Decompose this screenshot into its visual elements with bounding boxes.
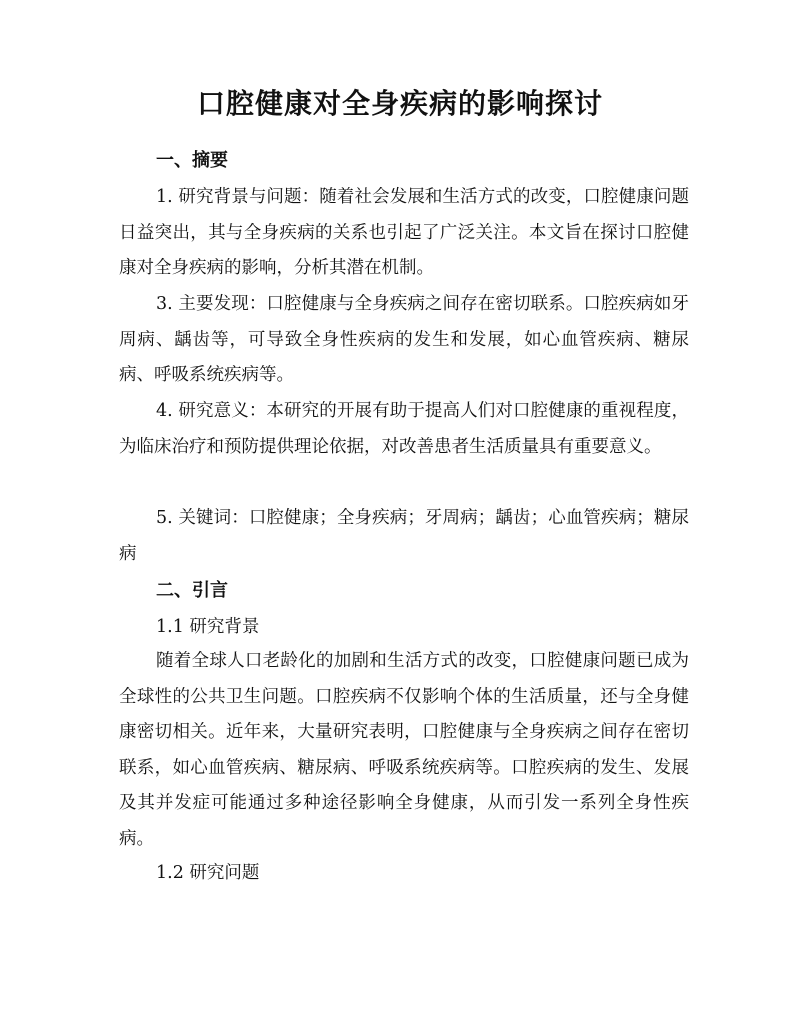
section-heading-introduction: 二、引言: [156, 580, 228, 601]
section-heading-abstract: 一、摘要: [156, 150, 228, 171]
abstract-item-significance: 4. 研究意义：本研究的开展有助于提高人们对口腔健康的重视程度，为临床治疗和预防提供理论依据，对改善患者生活质量具有重要意义。: [119, 401, 689, 457]
subsection-heading-background: 1.1 研究背景: [156, 617, 260, 637]
abstract-item-keywords: 5. 关键词：口腔健康；全身疾病；牙周病；龋齿；心血管疾病；糖尿病: [119, 508, 689, 564]
abstract-item-findings: 3. 主要发现：口腔健康与全身疾病之间存在密切联系。口腔疾病如牙周病、龋齿等，可导致全身性疾病的发生和发展，如心血管疾病、糖尿病、呼吸系统疾病等。: [119, 294, 689, 385]
introduction-background-paragraph: 随着全球人口老龄化的加剧和生活方式的改变，口腔健康问题已成为全球性的公共卫生问题。口腔疾病不仅影响个体的生活质量，还与全身健康密切相关。近年来，大量研究表明，口腔健康与全身疾病之间存在密切联系，如心血管疾病、糖尿病、呼吸系统疾病等。口腔疾病的发生、发展及其并发症可能通过多种途径影响全身健康，从而引发一系列全身性疾病。: [119, 651, 689, 849]
abstract-item-background: 1. 研究背景与问题：随着社会发展和生活方式的改变，口腔健康问题日益突出，其与全身疾病的关系也引起了广泛关注。本文旨在探讨口腔健康对全身疾病的影响，分析其潜在机制。: [119, 187, 689, 278]
document-title: 口腔健康对全身疾病的影响探讨: [196, 87, 603, 120]
subsection-heading-research-question: 1.2 研究问题: [156, 863, 260, 883]
